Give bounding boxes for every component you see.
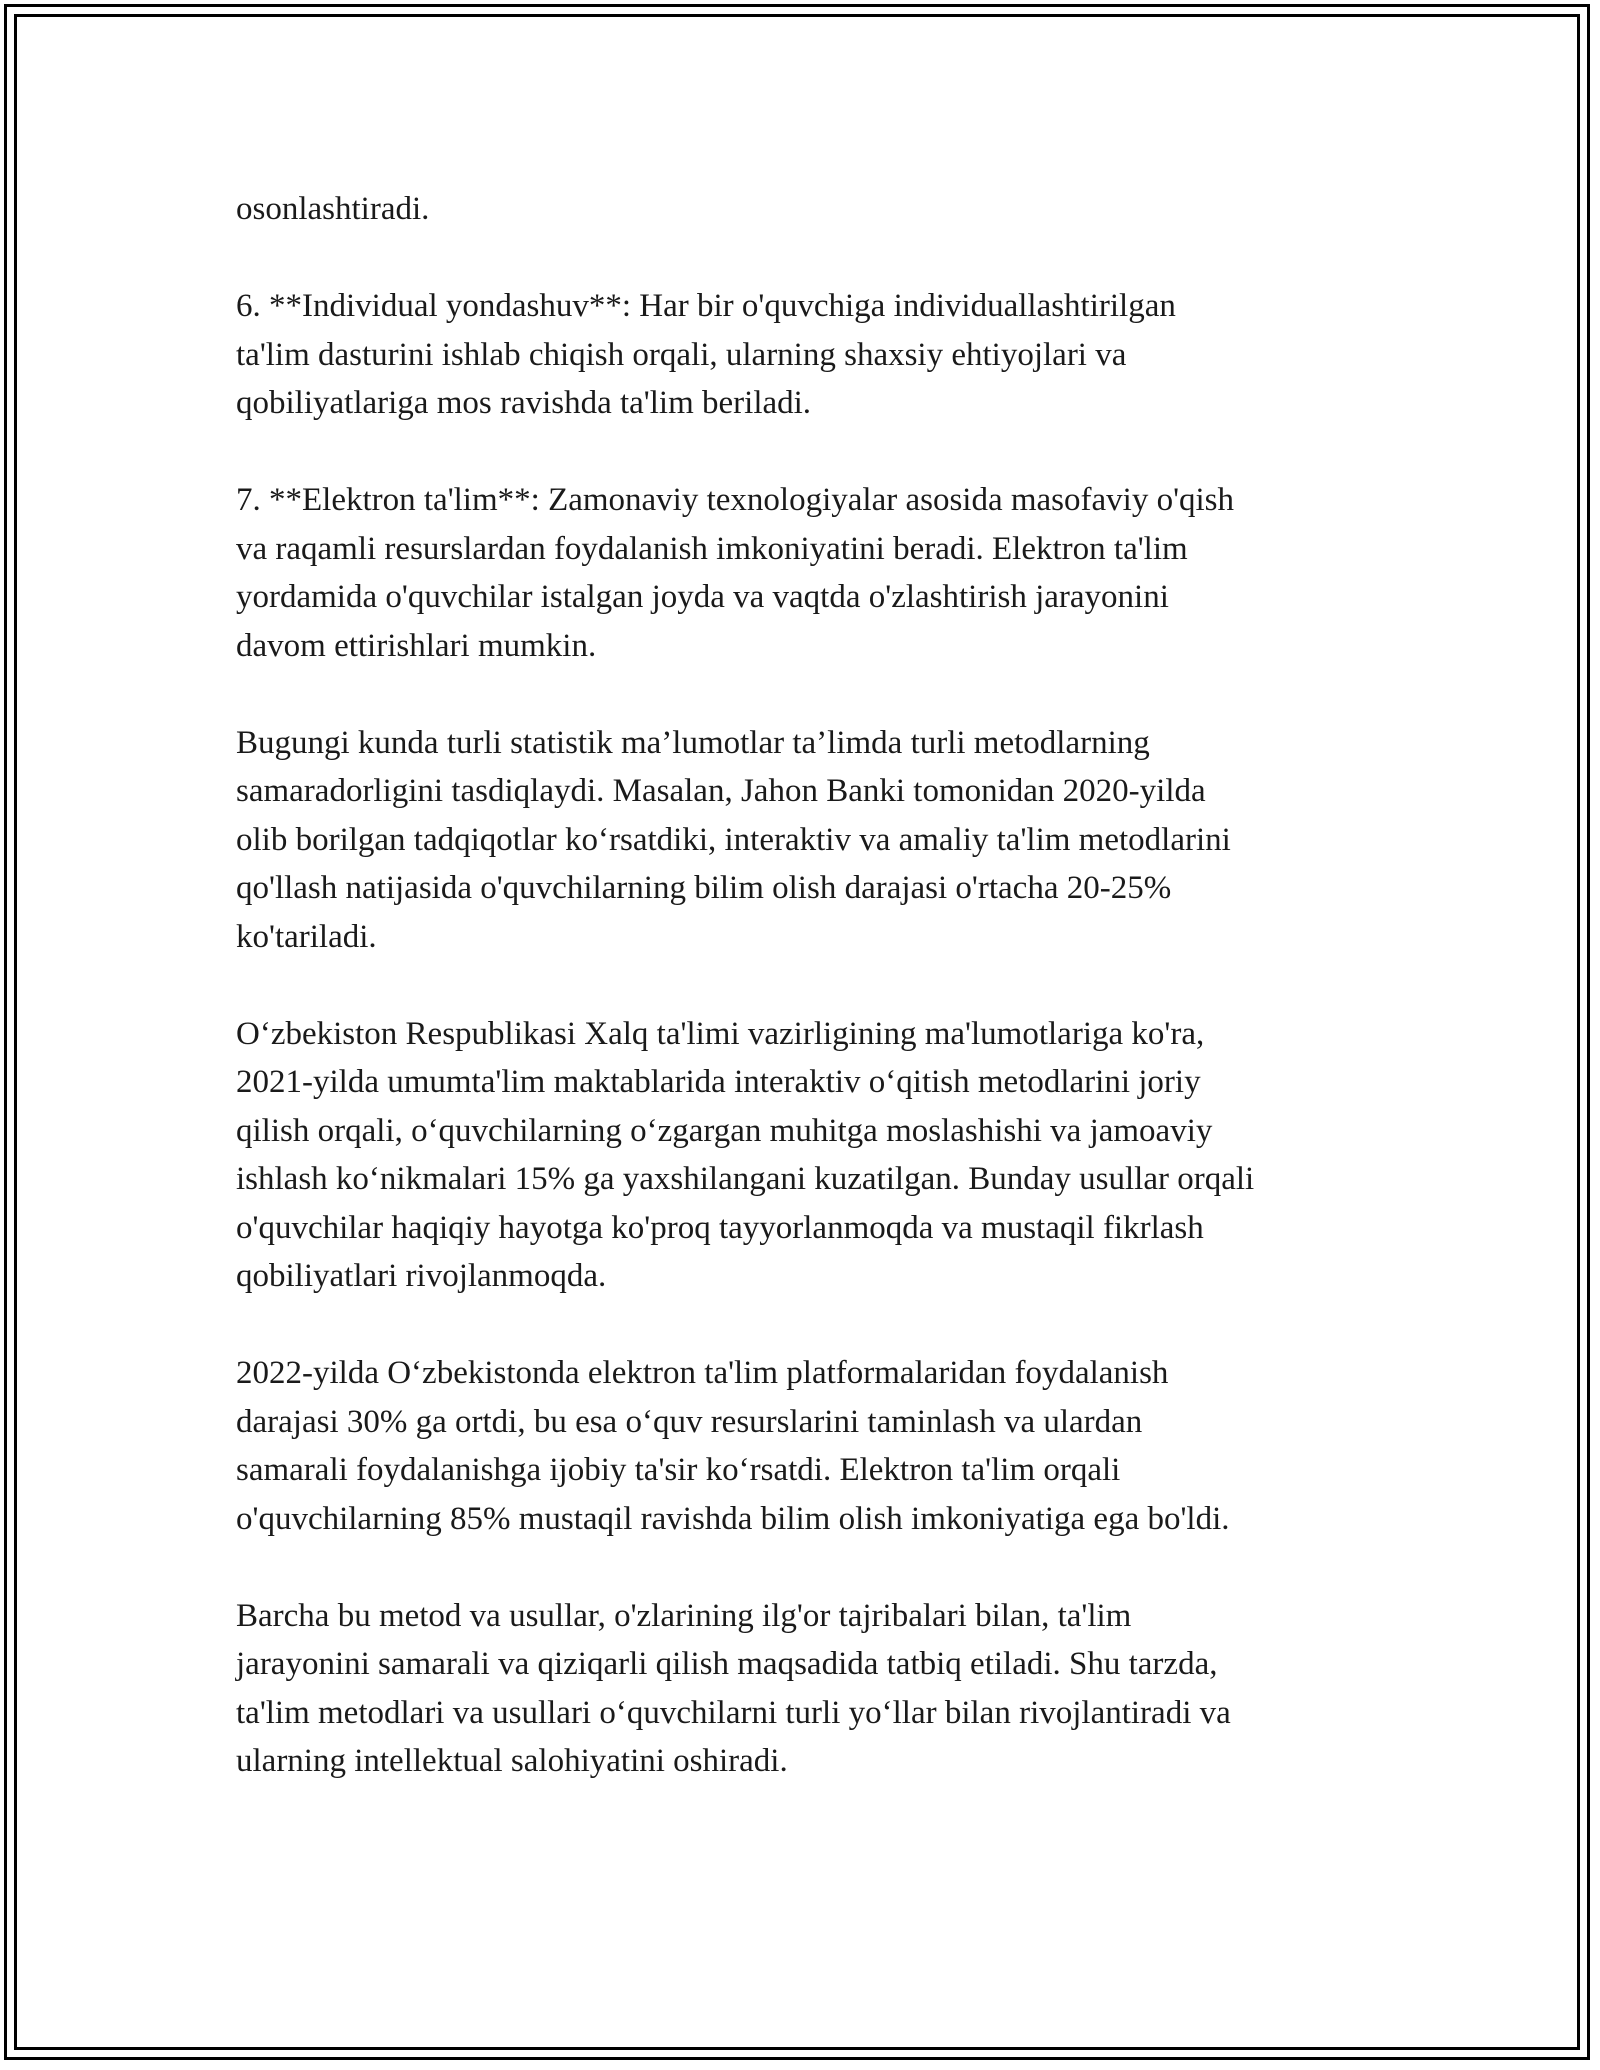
paragraph-3-elektron-talim bbox=[236, 476, 1396, 670]
text-line: va raqamli resurslardan foydalanish imkoniyatini beradi. Elektron ta'lim bbox=[236, 530, 1188, 567]
paragraph-4-statistics bbox=[236, 719, 1396, 962]
text-line: o'quvchilarning 85% mustaqil ravishda bilim olish imkoniyatiga ega bo'ldi. bbox=[236, 1500, 1230, 1537]
paragraph-7-conclusion bbox=[236, 1592, 1396, 1786]
text-line: 2022-yilda O‘zbekistonda elektron ta'lim platformalaridan foydalanish bbox=[236, 1355, 1169, 1391]
text-line: samaradorligini tasdiqlaydi. Masalan, Jahon Banki tomonidan 2020-yilda bbox=[236, 773, 1206, 809]
text-line: qo'llash natijasida o'quvchilarning bilim olish darajasi o'rtacha 20-25% bbox=[236, 870, 1172, 906]
paragraph-5-ministry-data bbox=[236, 1010, 1396, 1301]
text-line: ta'lim metodlari va usullari o‘quvchilarni turli yo‘llar bilan rivojlantiradi va bbox=[236, 1694, 1231, 1731]
paragraph-6-elearning-2022 bbox=[236, 1349, 1396, 1543]
text-line: jarayonini samarali va qiziqarli qilish maqsadida tatbiq etiladi. Shu tarzda, bbox=[236, 1646, 1218, 1682]
document-body bbox=[236, 185, 1396, 1834]
text-line: Barcha bu metod va usullar, o'zlarining ilg'or tajribalari bilan, ta'lim bbox=[236, 1597, 1132, 1634]
text-line: yordamida o'quvchilar istalgan joyda va vaqtda o'zlashtirish jarayonini bbox=[236, 579, 1169, 615]
text-line: qobiliyatlari rivojlanmoqda. bbox=[236, 1258, 607, 1294]
text-line: ularning intellektual salohiyatini oshiradi. bbox=[236, 1743, 788, 1779]
text-line: osonlashtiradi. bbox=[236, 191, 430, 227]
text-line: qobiliyatlariga mos ravishda ta'lim beriladi. bbox=[236, 385, 812, 421]
text-line: ishlash ko‘nikmalari 15% ga yaxshilangani kuzatilgan. Bunday usullar orqali bbox=[236, 1161, 1255, 1197]
text-line: samarali foydalanishga ijobiy ta'sir ko‘rsatdi. Elektron ta'lim orqali bbox=[236, 1452, 1121, 1488]
text-line: O‘zbekiston Respublikasi Xalq ta'limi vazirligining ma'lumotlariga ko'ra, bbox=[236, 1015, 1205, 1052]
text-line: darajasi 30% ga ortdi, bu esa o‘quv resurslarini taminlash va ulardan bbox=[236, 1403, 1143, 1440]
text-line: Bugungi kunda turli statistik ma’lumotlar ta’limda turli metodlarning bbox=[236, 724, 1150, 761]
text-line: 2021-yilda umumta'lim maktablarida interaktiv o‘qitish metodlarini joriy bbox=[236, 1064, 1201, 1100]
text-line: olib borilgan tadqiqotlar ko‘rsatdiki, interaktiv va amaliy ta'lim metodlarini bbox=[236, 821, 1231, 858]
text-line: 6. **Individual yondashuv**: Har bir o'quvchiga individuallashtirilgan bbox=[236, 288, 1176, 324]
text-line: ta'lim dasturini ishlab chiqish orqali, ularning shaxsiy ehtiyojlari va bbox=[236, 336, 1127, 373]
paragraph-2-individual-yondashuv bbox=[236, 282, 1396, 428]
text-line: o'quvchilar haqiqiy hayotga ko'proq tayyorlanmoqda va mustaqil fikrlash bbox=[236, 1209, 1204, 1246]
text-line: davom ettirishlari mumkin. bbox=[236, 627, 597, 664]
text-line: qilish orqali, o‘quvchilarning o‘zgargan muhitga moslashishi va jamoaviy bbox=[236, 1112, 1213, 1149]
paragraph-1 bbox=[236, 185, 1396, 234]
text-line: 7. **Elektron ta'lim**: Zamonaviy texnologiyalar asosida masofaviy o'qish bbox=[236, 482, 1235, 518]
text-line: ko'tariladi. bbox=[236, 918, 377, 955]
